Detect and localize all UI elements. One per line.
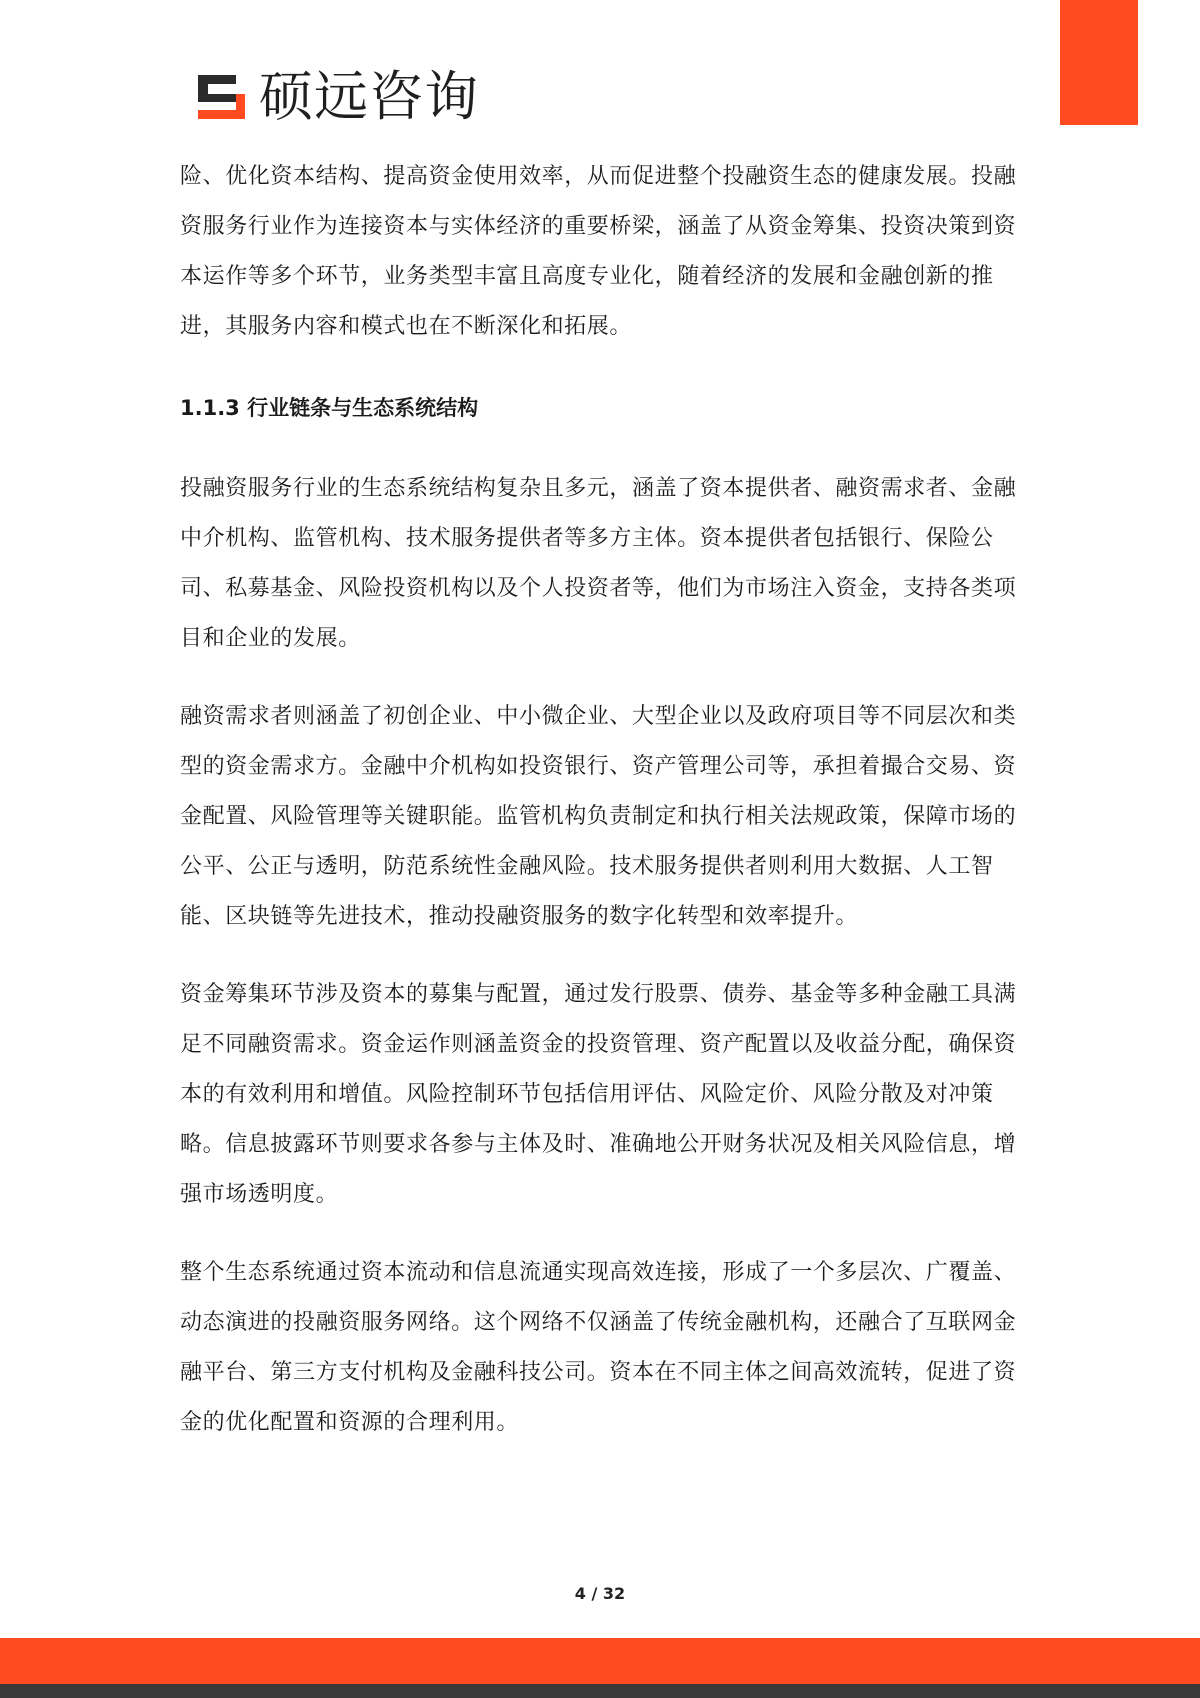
corner-accent-block bbox=[1060, 0, 1138, 125]
sy-logo-mark-icon bbox=[194, 71, 249, 123]
body-paragraph: 资金筹集环节涉及资本的募集与配置，通过发行股票、债券、基金等多种金融工具满足不同融资需求。资金运作则涵盖资金的投资管理、资产配置以及收益分配，确保资本的有效利用和增值。风险控制环节包括信用评估、风险定价、风险分散及对冲策略。信息披露环节则要求各参与主体及时、准确地公开财务状况及相关风险信息，增强市场透明度。 bbox=[180, 982, 1017, 1207]
body-paragraph: 融资需求者则涵盖了初创企业、中小微企业、大型企业以及政府项目等不同层次和类型的资金需求方。金融中介机构如投资银行、资产管理公司等，承担着撮合交易、资金配置、风险管理等关键职能。监管机构负责制定和执行相关法规政策，保障市场的公平、公正与透明，防范系统性金融风险。技术服务提供者则利用大数据、人工智能、区块链等先进技术，推动投融资服务的数字化转型和效率提升。 bbox=[180, 704, 1017, 929]
footer-dark-strip bbox=[0, 1684, 1200, 1698]
page-number: 4 / 32 bbox=[574, 1584, 626, 1603]
section-heading: 1.1.3 行业链条与生态系统结构 bbox=[180, 396, 479, 420]
document-body bbox=[180, 152, 1025, 1476]
footer-accent-bar bbox=[0, 1638, 1200, 1684]
body-paragraph: 投融资服务行业的生态系统结构复杂且多元，涵盖了资本提供者、融资需求者、金融中介机构、监管机构、技术服务提供者等多方主体。资本提供者包括银行、保险公司、私募基金、风险投资机构以及个人投资者等，他们为市场注入资金，支持各类项目和企业的发展。 bbox=[180, 476, 1017, 651]
body-paragraph: 整个生态系统通过资本流动和信息流通实现高效连接，形成了一个多层次、广覆盖、动态演进的投融资服务网络。这个网络不仅涵盖了传统金融机构，还融合了互联网金融平台、第三方支付机构及金融科技公司。资本在不同主体之间高效流转，促进了资金的优化配置和资源的合理利用。 bbox=[180, 1260, 1017, 1435]
brand-name: 硕远咨询 bbox=[259, 65, 479, 128]
brand-logo bbox=[194, 66, 479, 128]
intro-paragraph: 险、优化资本结构、提高资金使用效率，从而促进整个投融资生态的健康发展。投融资服务行业作为连接资本与实体经济的重要桥梁，涵盖了从资金筹集、投资决策到资本运作等多个环节，业务类型丰富且高度专业化，随着经济的发展和金融创新的推进，其服务内容和模式也在不断深化和拓展。 bbox=[180, 164, 1017, 339]
